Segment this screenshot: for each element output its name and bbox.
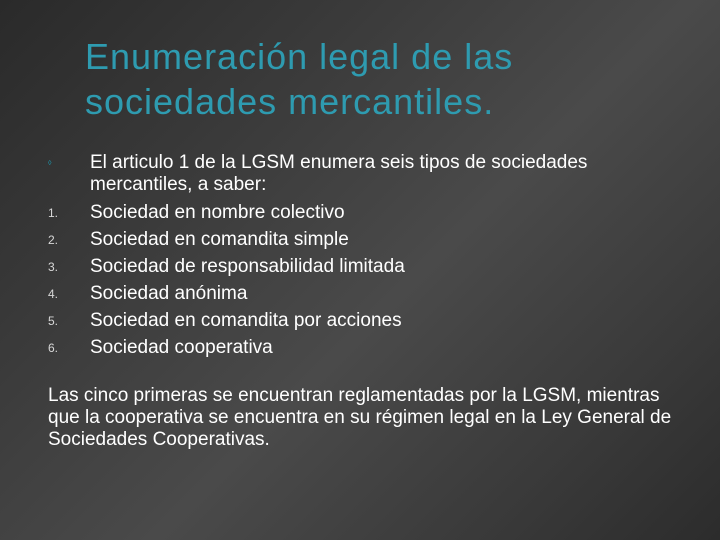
title-line-1: Enumeración legal de las — [85, 36, 514, 77]
bullet-icon: ◊ — [48, 160, 52, 167]
list-item-number: 1. — [48, 206, 59, 220]
list-item-text: Sociedad en comandita simple — [90, 229, 349, 250]
intro-bullet — [48, 152, 608, 196]
closing-paragraph: Las cinco primeras se encuentran reglamentadas por la LGSM, mientras que la cooperativa se encuentra en su régimen legal en la Ley General de Sociedades Cooperativas. — [48, 385, 672, 450]
intro-text: El articulo 1 de la LGSM enumera seis tipos de sociedades mercantiles, a saber: — [90, 152, 588, 195]
list-item-text: Sociedad anónima — [90, 283, 248, 304]
list-item-text: Sociedad en comandita por acciones — [90, 310, 402, 331]
list-item-number: 6. — [48, 341, 59, 355]
slide-title — [85, 34, 685, 124]
list-item-text: Sociedad cooperativa — [90, 337, 273, 358]
list-item-number: 2. — [48, 233, 59, 247]
list-item-number: 5. — [48, 314, 59, 328]
list-item-text: Sociedad de responsabilidad limitada — [90, 256, 405, 277]
list-item-number: 3. — [48, 260, 59, 274]
list-item-number: 4. — [48, 287, 59, 301]
list-item-text: Sociedad en nombre colectivo — [90, 202, 345, 223]
title-line-2: sociedades mercantiles. — [85, 81, 495, 122]
